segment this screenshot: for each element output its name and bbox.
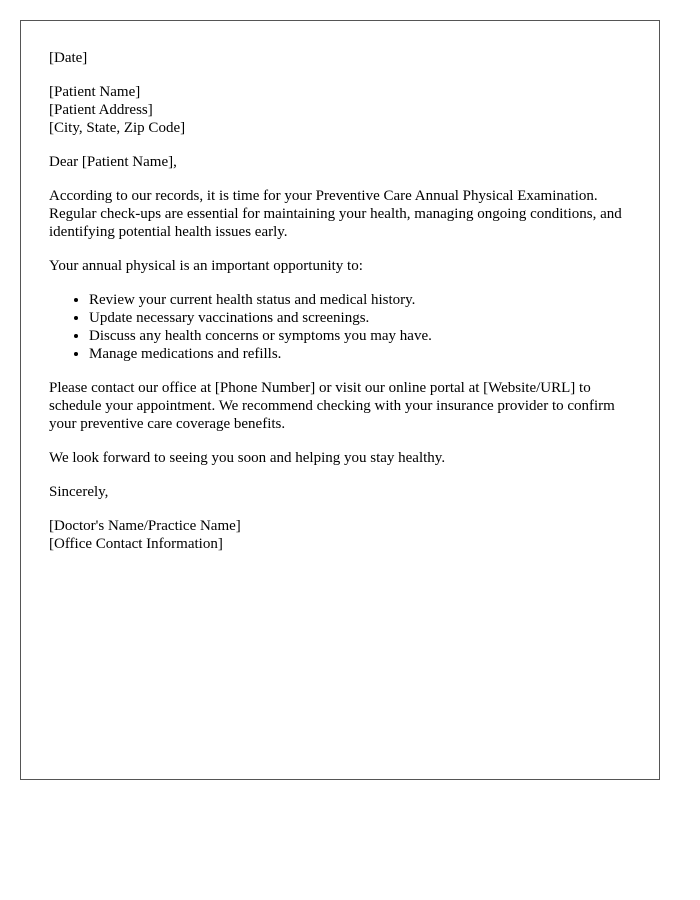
closing-paragraph: We look forward to seeing you soon and helping you stay healthy. <box>49 450 446 466</box>
recipient-city-state-zip: [City, State, Zip Code] <box>49 120 186 136</box>
opportunity-list <box>49 291 631 363</box>
list-item: • Review your current health status and medical history. <box>89 291 631 309</box>
signature-name: [Doctor's Name/Practice Name] <box>49 518 241 534</box>
signature-block <box>49 517 631 553</box>
salutation: Dear [Patient Name], <box>49 154 177 170</box>
list-item: • Update necessary vaccinations and screenings. <box>89 309 631 327</box>
letter-date: [Date] <box>49 50 88 66</box>
contact-paragraph: Please contact our office at [Phone Number] or visit our online portal at [Website/URL] to schedule your appointment. We recommend checking with your insurance provider to confirm your preventive care coverage benefits. <box>49 380 615 432</box>
list-item: • Discuss any health concerns or symptoms you may have. <box>89 327 631 345</box>
list-item: • Manage medications and refills. <box>89 345 631 363</box>
letter-page <box>20 20 660 780</box>
signature-contact: [Office Contact Information] <box>49 536 223 552</box>
recipient-address: [Patient Address] <box>49 102 153 118</box>
intro-paragraph: According to our records, it is time for your Preventive Care Annual Physical Examination. Regular check-ups are essential for maintaining your health, managing ongoing conditions, and identifying potential health issues early. <box>49 188 622 240</box>
recipient-name: [Patient Name] <box>49 84 141 100</box>
recipient-address-block <box>49 83 631 137</box>
sign-off: Sincerely, <box>49 484 109 500</box>
list-intro: Your annual physical is an important opportunity to: <box>49 258 363 274</box>
